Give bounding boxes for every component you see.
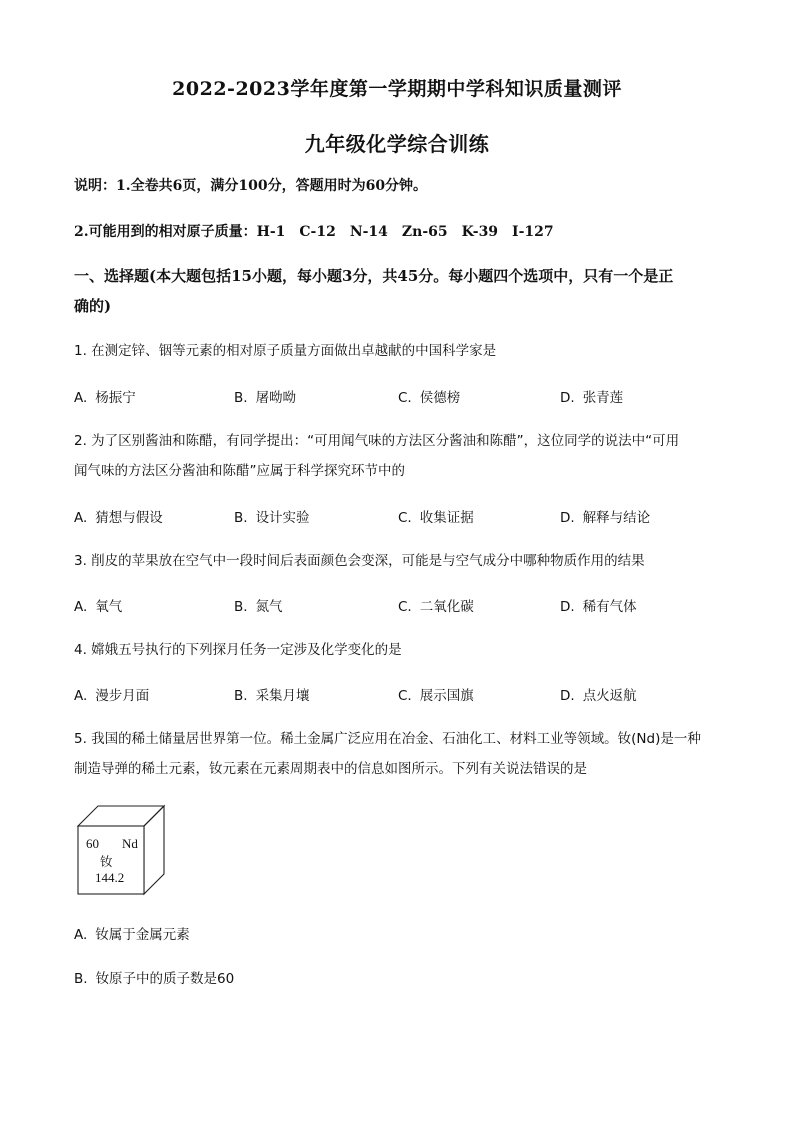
atomic-number: 60 (86, 836, 99, 851)
option-d[interactable]: D. 稀有气体 (560, 599, 637, 615)
option-c[interactable]: C. 展示国旗 (398, 688, 474, 704)
question-1-options (74, 386, 720, 406)
option-b[interactable]: B. 屠呦呦 (234, 390, 297, 406)
element-name: 钕 (100, 854, 113, 869)
option-d[interactable]: D. 解释与结论 (560, 510, 651, 526)
question-2-stem-line-2: 闻气味的方法区分酱油和陈醋”应属于科学探究环节中的 (74, 463, 405, 479)
element-symbol: Nd (122, 836, 138, 851)
instructions-note-1: 说明：1.全卷共6页，满分100分，答题用时为60分钟。 (74, 178, 428, 194)
option-c[interactable]: C. 侯德榜 (398, 390, 461, 406)
option-a[interactable]: A. 钕属于金属元素 (74, 927, 190, 943)
option-c[interactable]: C. 二氧化碳 (398, 599, 474, 615)
exam-title: 2022-2023学年度第一学期期中学科知识质量测评 (172, 78, 622, 100)
question-5-stem-line-2: 制造导弹的稀土元素，钕元素在元素周期表中的信息如图所示。下列有关说法错误的是 (74, 761, 587, 777)
option-d[interactable]: D. 点火返航 (560, 688, 637, 704)
element-tile-neodymium (74, 802, 170, 898)
option-b[interactable]: B. 设计实验 (234, 510, 310, 526)
question-3-stem: 3. 削皮的苹果放在空气中一段时间后表面颜色会变深，可能是与空气成分中哪种物质作用的结果 (74, 553, 645, 569)
section-heading-line-2: 确的) (74, 297, 112, 315)
option-a[interactable]: A. 氧气 (74, 599, 123, 615)
question-2-options (74, 506, 720, 526)
question-2-stem-line-1: 2. 为了区别酱油和陈醋，有同学提出：“可用闻气味的方法区分酱油和陈醋”，这位同学的说法中“可用 (74, 433, 680, 449)
exam-subtitle: 九年级化学综合训练 (304, 132, 490, 156)
question-4-stem: 4. 嫦娥五号执行的下列探月任务一定涉及化学变化的是 (74, 642, 402, 658)
section-heading-line-1: 一、选择题(本大题包括15小题，每小题3分，共45分。每小题四个选项中，只有一个是正 (74, 267, 674, 285)
question-5-stem-line-1: 5. 我国的稀土储量居世界第一位。稀土金属广泛应用在冶金、石油化工、材料工业等领域。钕(Nd)是一种 (74, 731, 701, 747)
option-c[interactable]: C. 收集证据 (398, 510, 474, 526)
question-5-option-a-row (74, 923, 720, 943)
question-5-option-b-row (74, 967, 720, 987)
option-b[interactable]: B. 采集月壤 (234, 688, 310, 704)
option-a[interactable]: A. 猜想与假设 (74, 510, 163, 526)
option-d[interactable]: D. 张青莲 (560, 390, 624, 406)
option-a[interactable]: A. 漫步月面 (74, 688, 150, 704)
question-3-options (74, 595, 720, 615)
question-1-stem: 1. 在测定锌、铟等元素的相对原子质量方面做出卓越献的中国科学家是 (74, 343, 497, 359)
atomic-mass: 144.2 (95, 870, 125, 885)
option-b[interactable]: B. 氮气 (234, 599, 283, 615)
question-4-options (74, 684, 720, 704)
option-b[interactable]: B. 钕原子中的质子数是60 (74, 971, 235, 987)
instructions-note-2: 2.可能用到的相对原子质量：H-1 C-12 N-14 Zn-65 K-39 I-127 (74, 224, 554, 240)
option-a[interactable]: A. 杨振宁 (74, 390, 136, 406)
